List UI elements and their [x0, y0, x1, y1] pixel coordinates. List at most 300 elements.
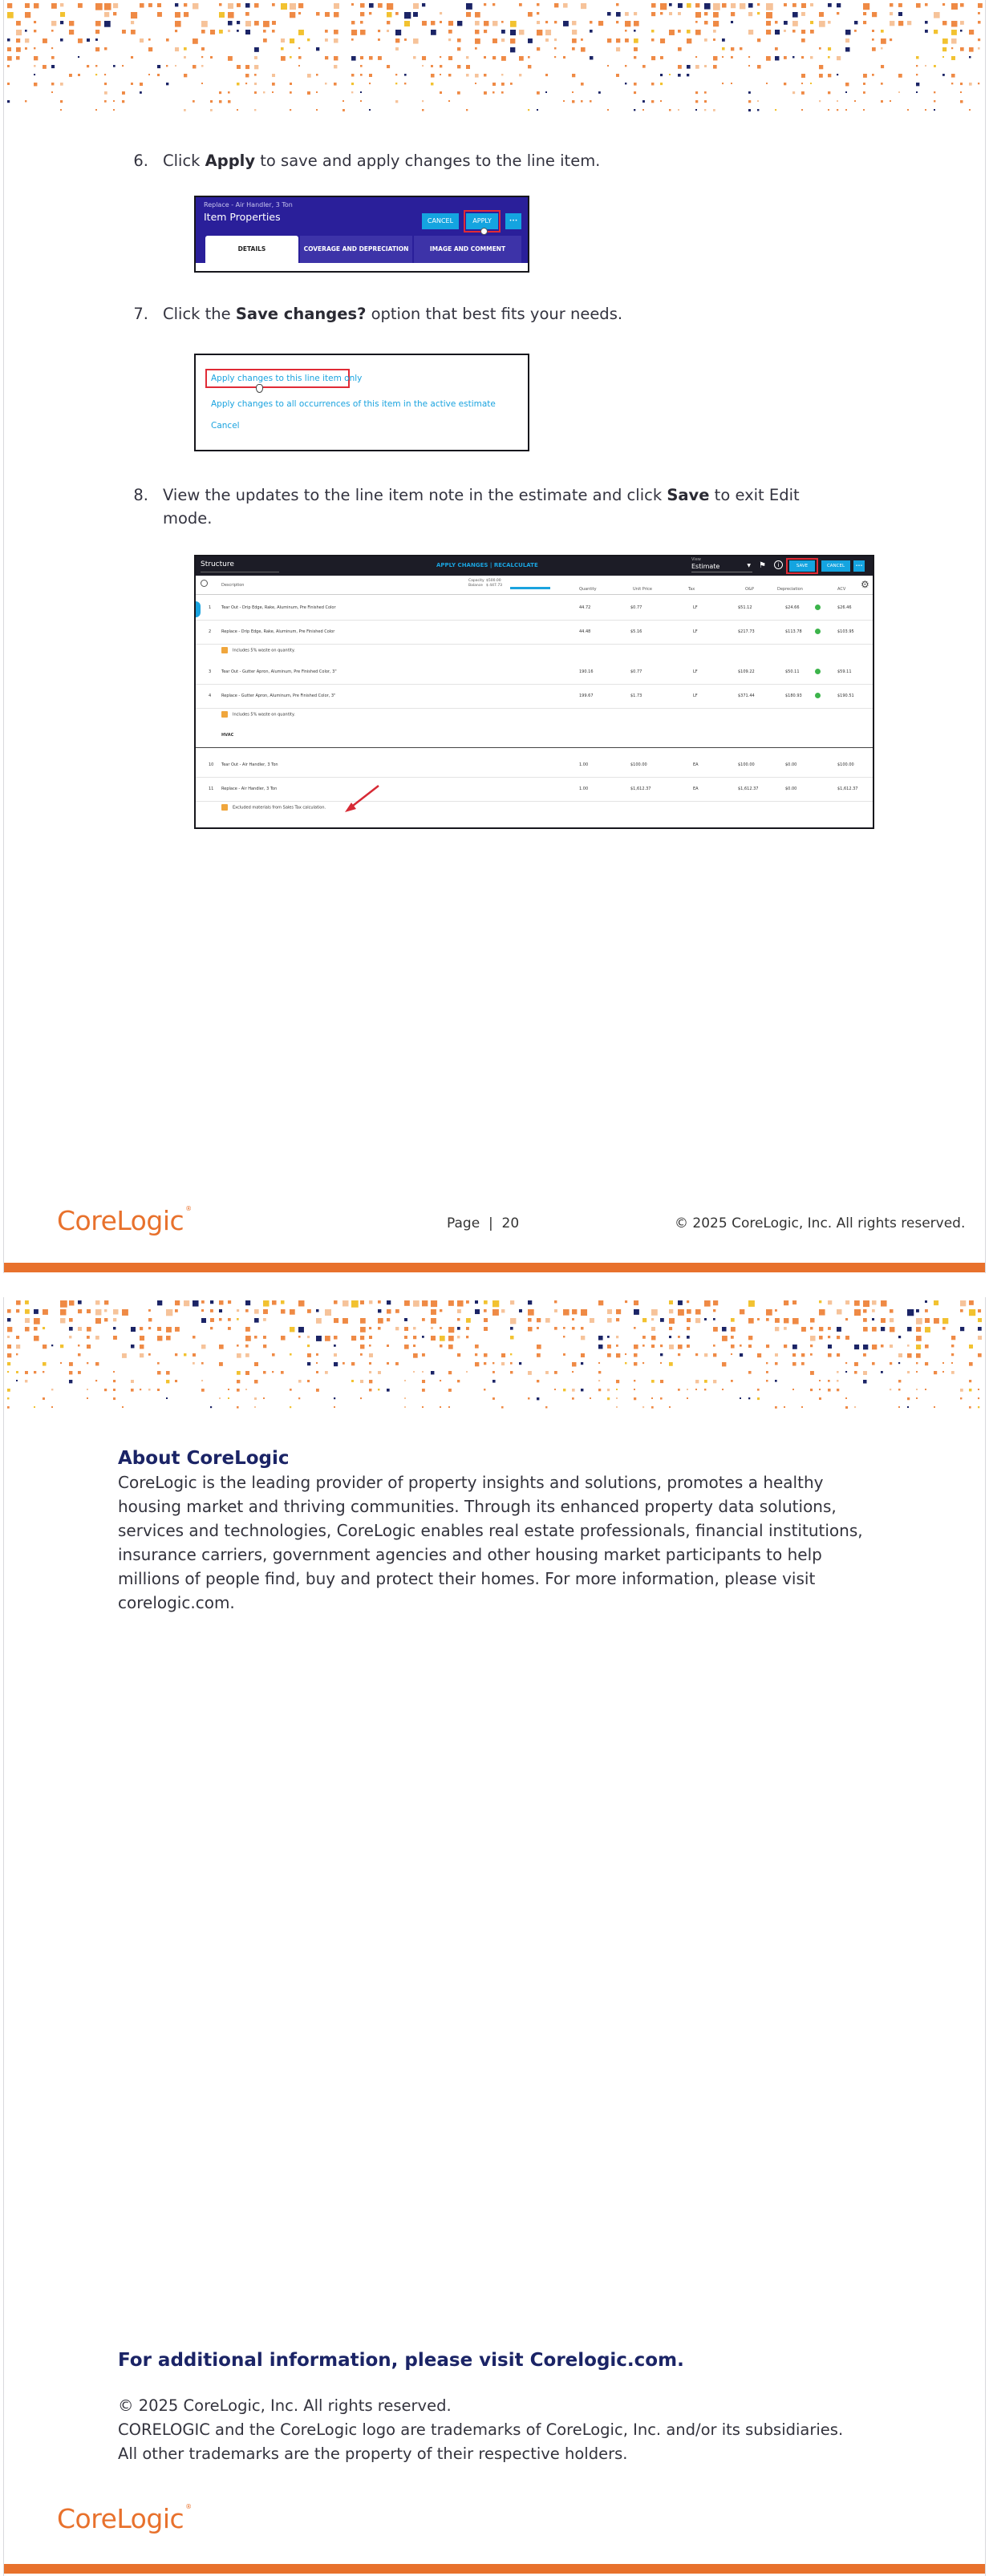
pattern-dot	[748, 3, 753, 8]
cell-n: 1	[209, 605, 212, 610]
pattern-dot	[104, 74, 106, 75]
table-row[interactable]	[196, 621, 874, 645]
status-dot	[815, 605, 821, 610]
pattern-dot	[854, 1300, 860, 1306]
pattern-dot	[175, 12, 180, 18]
pattern-dot	[607, 109, 609, 111]
structure-label: Structure	[201, 560, 234, 568]
tab-details[interactable]: DETAILS	[205, 236, 298, 263]
pattern-dot	[360, 1300, 364, 1304]
pattern-dot	[554, 38, 557, 41]
pattern-dot	[369, 1345, 371, 1347]
pattern-dot	[651, 1406, 654, 1409]
cell-tax: LF	[693, 605, 698, 610]
pattern-dot	[784, 21, 788, 25]
pattern-dot	[466, 1336, 468, 1338]
pattern-dot	[237, 65, 241, 69]
pattern-dot	[581, 1336, 585, 1340]
pattern-dot	[228, 3, 233, 9]
view-label: View	[691, 557, 701, 562]
pattern-dot	[113, 109, 115, 111]
pattern-dot	[881, 1318, 886, 1323]
pattern-dot	[475, 1309, 480, 1314]
pattern-dot	[448, 30, 452, 34]
pattern-dot	[369, 1389, 371, 1391]
pattern-dot	[881, 30, 884, 33]
pattern-dot	[828, 56, 830, 59]
pattern-dot	[819, 12, 824, 17]
pattern-dot	[263, 1336, 266, 1339]
pattern-dot	[34, 30, 36, 32]
cell-acv: $103.95	[837, 629, 854, 634]
pattern-dot	[122, 30, 126, 34]
pattern-dot	[378, 1309, 381, 1312]
pattern-dot	[863, 1300, 869, 1307]
pattern-dot	[978, 1397, 979, 1399]
pattern-dot	[925, 1362, 928, 1365]
pattern-dot	[501, 1309, 505, 1312]
cell-desc: Tear Out - Drip Edge, Rake, Aluminum, Pre Finished Color	[221, 605, 336, 610]
pattern-dot	[290, 83, 292, 85]
pattern-dot	[334, 38, 338, 43]
pattern-dot	[651, 12, 655, 16]
cell-bg	[568, 757, 613, 774]
pattern-dot	[201, 65, 204, 67]
pattern-dot	[625, 38, 629, 42]
pattern-dot	[916, 65, 918, 67]
pattern-dot	[978, 1336, 982, 1340]
pattern-dot	[757, 65, 761, 69]
pattern-dot	[695, 1353, 698, 1356]
pattern-dot	[687, 1389, 688, 1390]
pattern-dot	[60, 12, 65, 17]
pattern-dot	[934, 91, 935, 93]
pattern-dot	[810, 1353, 813, 1356]
pattern-dot	[78, 1353, 80, 1356]
pattern-dot	[704, 21, 707, 24]
pattern-dot	[7, 1336, 10, 1338]
pattern-dot	[475, 1362, 479, 1366]
pattern-dot	[528, 12, 533, 17]
pattern-dot	[254, 65, 258, 69]
search-icon[interactable]	[201, 580, 208, 587]
pattern-dot	[695, 109, 697, 111]
cell-tax: LF	[693, 694, 698, 698]
option-cancel[interactable]: Cancel	[211, 421, 240, 431]
pattern-dot	[422, 1353, 425, 1357]
pattern-dot	[157, 1371, 160, 1374]
pattern-dot	[881, 1327, 885, 1331]
cancel-button[interactable]: CANCEL	[422, 213, 459, 229]
cell-desc: Replace - Air Handler, 3 Ton	[221, 787, 278, 791]
pattern-dot	[554, 1309, 557, 1312]
pattern-dot	[554, 1327, 557, 1330]
pattern-dot	[25, 1300, 29, 1304]
pattern-dot	[572, 1397, 574, 1400]
pattern-dot	[837, 74, 838, 75]
pattern-dot	[413, 1353, 418, 1358]
pattern-dot	[7, 47, 11, 51]
pattern-dot	[237, 1309, 239, 1312]
pattern-dot	[581, 100, 583, 103]
pattern-dot	[519, 56, 524, 61]
pattern-dot	[801, 1327, 806, 1332]
table-header: Description Capacity $500.00 Balance $ 447.73 Quantity Unit Price Tax O&P Depreciation ACV ⚙	[196, 576, 874, 595]
gear-icon[interactable]: ⚙	[861, 579, 869, 590]
pattern-dot	[784, 56, 787, 59]
pattern-dot	[616, 3, 618, 6]
option-all-occurrences[interactable]: Apply changes to all occurrences of this item in the active estimate	[211, 399, 496, 409]
pattern-dot	[484, 21, 488, 26]
pattern-dot	[545, 30, 551, 35]
pattern-dot	[95, 38, 98, 41]
pattern-dot	[907, 1327, 912, 1332]
line-item-note[interactable]: Excluded materials from Sales Tax calculation.	[221, 804, 326, 815]
pattern-dot	[872, 1362, 875, 1365]
pattern-dot	[625, 1300, 627, 1303]
pattern-dot	[872, 47, 876, 51]
pattern-dot	[607, 38, 611, 42]
pattern-dot	[678, 74, 681, 77]
pattern-dot	[95, 1318, 101, 1324]
pattern-dot	[457, 38, 461, 42]
pattern-dot	[175, 30, 177, 32]
pattern-dot	[325, 12, 330, 17]
pattern-dot	[581, 38, 583, 41]
pattern-dot	[34, 1336, 39, 1341]
tab-image[interactable]: IMAGE AND COMMENT	[414, 236, 521, 263]
pattern-dot	[7, 1353, 11, 1357]
pattern-dot	[669, 1406, 671, 1408]
pattern-dot	[254, 109, 256, 111]
cell-qty: 44.72	[579, 605, 591, 610]
table-row[interactable]	[196, 754, 874, 778]
pattern-dot	[669, 1327, 672, 1330]
pattern-dot	[60, 3, 63, 6]
pattern-dot	[395, 47, 399, 51]
pattern-dot	[766, 12, 772, 18]
pattern-dot	[590, 21, 592, 23]
pattern-dot	[669, 1362, 673, 1366]
pattern-dot	[16, 1380, 18, 1381]
pattern-dot	[554, 1300, 557, 1303]
panel-title: Item Properties	[204, 211, 281, 223]
pattern-dot	[51, 83, 54, 85]
pattern-dot	[334, 1353, 337, 1357]
pattern-dot	[351, 91, 353, 93]
pattern-dot	[237, 1389, 240, 1392]
pattern-dot	[669, 1309, 673, 1313]
cell-qty: 199.67	[579, 694, 594, 698]
annotation-arrow	[342, 783, 382, 815]
pattern-dot	[378, 30, 380, 32]
pattern-dot	[263, 21, 270, 27]
pattern-dot	[360, 3, 365, 8]
pattern-dot	[201, 30, 205, 34]
pattern-dot	[563, 56, 565, 59]
pattern-dot	[140, 83, 143, 86]
pattern-dot	[854, 30, 857, 32]
pattern-dot	[651, 1380, 655, 1383]
pattern-dot	[360, 21, 363, 24]
info-icon[interactable]: i	[774, 560, 783, 569]
group-header: HVAC	[221, 733, 234, 738]
pattern-dot	[890, 1318, 894, 1322]
pattern-dot	[34, 1309, 39, 1314]
table-row[interactable]	[196, 596, 874, 621]
pattern-dot	[713, 1345, 715, 1347]
pattern-dot	[87, 1309, 91, 1313]
pattern-dot	[201, 1318, 206, 1323]
pattern-dot	[678, 65, 682, 69]
pattern-dot	[210, 109, 213, 111]
pattern-dot	[263, 30, 266, 33]
pattern-dot	[616, 12, 621, 17]
pattern-dot	[492, 56, 496, 59]
pattern-dot	[281, 3, 287, 10]
pattern-dot	[951, 1362, 953, 1364]
pattern-dot	[95, 1380, 97, 1381]
pattern-dot	[907, 1397, 910, 1400]
pattern-dot	[810, 21, 813, 24]
pattern-dot	[369, 83, 371, 84]
pattern-dot	[404, 1380, 406, 1381]
pattern-dot	[784, 3, 787, 6]
pattern-dot	[7, 56, 12, 61]
pattern-dot	[748, 1336, 752, 1340]
pattern-dot	[687, 3, 691, 8]
view-select[interactable]: Estimate ▼	[691, 563, 752, 572]
pattern-dot	[792, 1353, 796, 1357]
pattern-dot	[898, 1336, 901, 1338]
pattern-dot	[616, 1345, 618, 1347]
pattern-dot	[25, 3, 30, 8]
more-button[interactable]: •••	[505, 213, 521, 229]
pattern-dot	[792, 56, 794, 58]
cell-unit: $1,612.37	[630, 787, 651, 791]
pattern-dot	[757, 100, 759, 102]
pattern-dot	[43, 1362, 47, 1366]
pattern-dot	[960, 3, 964, 7]
pattern-dot	[369, 1380, 372, 1383]
pattern-dot	[828, 47, 831, 51]
pattern-dot	[219, 1300, 224, 1305]
line-item-note[interactable]: Includes 5% waste on quantity.	[221, 647, 295, 658]
pattern-dot	[607, 12, 611, 16]
pattern-dot	[695, 30, 701, 35]
pattern-dot	[316, 12, 320, 16]
pattern-dot	[448, 1345, 453, 1349]
pattern-dot	[845, 1336, 849, 1340]
pattern-dot	[157, 65, 160, 68]
pattern-dot	[916, 1362, 918, 1364]
pattern-dot	[563, 1336, 565, 1337]
pattern-dot	[863, 1380, 867, 1384]
cell-op: $217.73	[738, 629, 755, 634]
save-button[interactable]: SAVE	[789, 560, 815, 572]
pattern-dot	[528, 56, 530, 59]
pattern-dot	[140, 1389, 141, 1390]
pattern-dot	[942, 38, 948, 44]
pattern-dot	[184, 1300, 189, 1306]
pattern-dot	[43, 1397, 45, 1400]
pattern-dot	[572, 74, 575, 77]
pattern-dot	[704, 1389, 706, 1390]
pattern-dot	[748, 65, 750, 67]
tab-coverage[interactable]: COVERAGE AND DEPRECIATION	[300, 236, 412, 263]
pattern-dot	[651, 1327, 655, 1331]
pattern-dot	[281, 38, 285, 42]
corelogic-logo: CoreLogic ®	[57, 2503, 192, 2534]
pattern-dot	[87, 38, 90, 42]
pattern-dot	[607, 1318, 612, 1323]
pattern-dot	[784, 1406, 785, 1408]
pattern-dot	[69, 1380, 72, 1383]
pattern-dot	[642, 1362, 644, 1364]
cancel-button[interactable]: CANCEL	[821, 560, 850, 572]
pattern-dot	[731, 56, 733, 59]
cell-tax: EA	[693, 762, 699, 767]
more-button[interactable]: •••	[853, 560, 865, 572]
pattern-dot	[457, 1336, 460, 1338]
pattern-dot	[863, 109, 865, 111]
pattern-dot	[942, 47, 946, 51]
pattern-dot	[51, 65, 55, 68]
status-dot	[815, 669, 821, 674]
line-item-note[interactable]: Includes 5% waste on quantity.	[221, 711, 295, 722]
pattern-dot	[616, 74, 619, 77]
apply-changes-recalculate-link[interactable]: APPLY CHANGES | RECALCULATE	[436, 562, 538, 568]
pattern-dot	[828, 1389, 831, 1392]
pattern-dot	[713, 1353, 716, 1357]
pattern-dot	[784, 1327, 787, 1330]
table-row[interactable]	[196, 778, 874, 802]
pattern-dot	[819, 1309, 825, 1316]
pattern-dot	[422, 109, 424, 111]
pattern-dot	[290, 1406, 291, 1408]
pattern-dot	[16, 47, 21, 52]
pattern-dot	[669, 3, 672, 6]
pattern-dot	[281, 1336, 286, 1341]
cell-qty: 190.16	[579, 669, 594, 674]
pattern-dot	[572, 1389, 575, 1392]
pattern-dot	[325, 83, 326, 84]
pattern-dot	[669, 1300, 673, 1304]
pattern-dot	[484, 56, 486, 59]
pattern-dot	[184, 109, 186, 111]
pattern-dot	[863, 74, 867, 78]
pattern-dot	[678, 1345, 683, 1349]
pattern-dot	[616, 1397, 618, 1399]
pattern-dot	[298, 1336, 301, 1338]
pattern-dot	[237, 1371, 241, 1375]
pattern-dot	[960, 1309, 963, 1312]
pattern-dot	[616, 21, 618, 23]
pattern-dot	[713, 30, 716, 33]
pattern-dot	[369, 1353, 373, 1357]
pattern-dot	[484, 1353, 488, 1357]
pattern-dot	[616, 1309, 621, 1314]
pattern-dot	[907, 1353, 912, 1358]
pattern-dot	[951, 47, 953, 49]
pattern-dot	[537, 47, 540, 51]
pattern-dot	[431, 83, 433, 85]
pattern-dot	[69, 1362, 73, 1366]
pattern-dot	[254, 56, 257, 59]
table-row[interactable]	[196, 661, 874, 685]
pattern-dot	[351, 56, 356, 61]
pattern-dot	[69, 1371, 72, 1374]
pattern-dot	[537, 21, 540, 24]
pattern-dot	[440, 65, 442, 67]
pattern-dot	[951, 3, 958, 10]
pattern-dot	[254, 91, 257, 94]
pattern-dot	[484, 91, 487, 95]
pattern-dot	[934, 30, 938, 34]
pattern-dot	[43, 38, 47, 43]
pattern-dot	[678, 109, 679, 111]
table-row[interactable]	[196, 685, 874, 709]
pattern-dot	[404, 1345, 409, 1349]
pattern-dot	[343, 100, 344, 102]
pattern-dot	[510, 1362, 513, 1365]
pattern-dot	[916, 1389, 918, 1390]
pattern-dot	[801, 12, 805, 16]
pattern-dot	[801, 30, 805, 34]
pattern-dot	[678, 1353, 680, 1356]
cell-dep: $50.11	[785, 669, 800, 674]
pattern-dot	[43, 1371, 44, 1373]
pattern-dot	[360, 100, 362, 102]
pattern-dot	[810, 30, 814, 34]
flag-icon[interactable]: ⚑	[759, 561, 766, 570]
pattern-dot	[766, 1309, 772, 1316]
pattern-dot	[907, 1345, 910, 1347]
pattern-dot	[898, 1380, 901, 1382]
pattern-dot	[978, 1353, 982, 1357]
pattern-dot	[378, 56, 382, 60]
pattern-dot	[537, 1380, 539, 1382]
pattern-dot	[845, 38, 849, 42]
pattern-dot	[554, 1389, 556, 1390]
apply-button[interactable]: APPLY	[466, 213, 498, 229]
pattern-dot	[298, 12, 301, 14]
pattern-dot	[16, 1336, 19, 1339]
pattern-dot	[343, 1318, 348, 1324]
option-this-item-only[interactable]: Apply changes to this line item only	[211, 374, 363, 383]
pattern-dot	[387, 65, 390, 68]
pattern-dot	[7, 1309, 11, 1313]
cell-bg	[568, 781, 613, 799]
pattern-dot	[87, 1345, 91, 1349]
pattern-dot	[413, 1345, 415, 1347]
pattern-dot	[457, 1380, 460, 1382]
pattern-dot	[466, 65, 470, 69]
pattern-dot	[431, 1327, 433, 1329]
pattern-dot	[325, 38, 328, 42]
pattern-dot	[51, 1389, 53, 1390]
pattern-dot	[87, 65, 89, 67]
cell-tax: EA	[693, 787, 699, 791]
pattern-dot	[184, 12, 188, 17]
pattern-dot	[510, 1300, 514, 1304]
cell-bg	[621, 664, 667, 681]
pattern-dot	[607, 1389, 610, 1391]
pattern-dot	[131, 21, 134, 24]
pattern-dot	[201, 1345, 205, 1349]
pattern-dot	[184, 74, 187, 77]
pattern-dot	[422, 1406, 424, 1408]
